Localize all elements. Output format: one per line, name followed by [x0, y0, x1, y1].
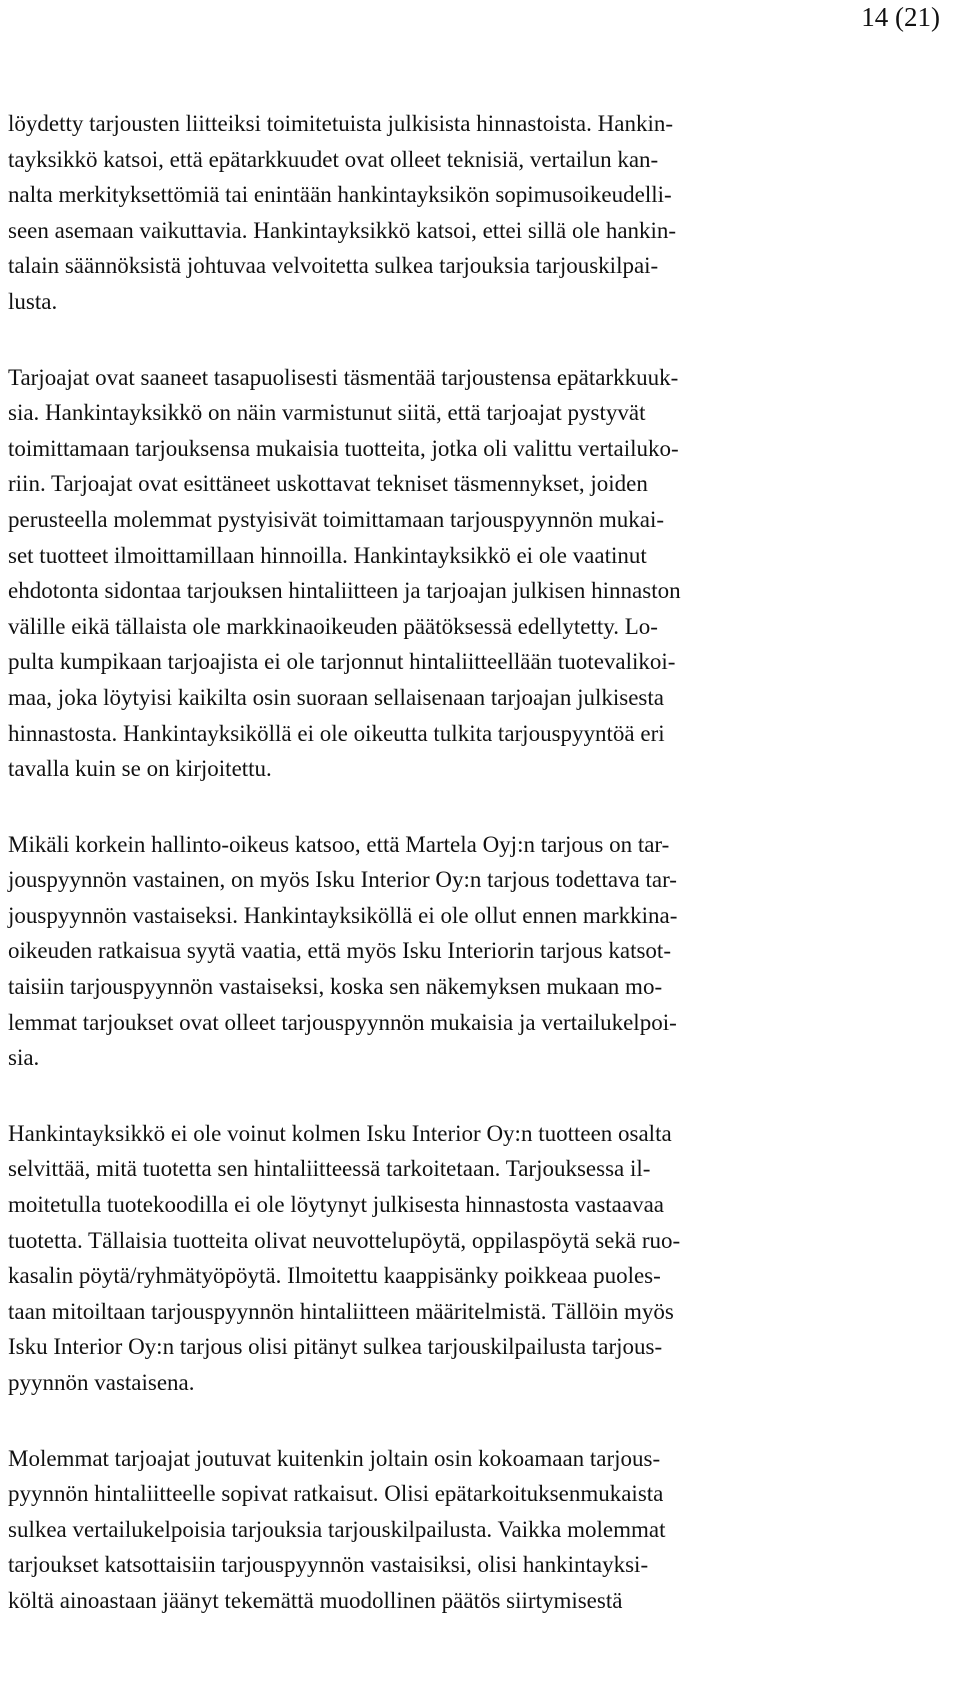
text-line: költä ainoastaan jäänyt tekemättä muodollinen päätös siirtymisestä — [8, 1587, 623, 1613]
paragraph-2 — [8, 360, 928, 787]
text-line: riin. Tarjoajat ovat esittäneet uskottavat tekniset täsmennykset, joiden — [8, 471, 648, 497]
paragraph-5 — [8, 1441, 928, 1619]
text-line: set tuotteet ilmoittamillaan hinnoilla. Hankintayksikkö ei ole vaatinut — [8, 542, 647, 568]
text-line: tuotetta. Tällaisia tuotteita olivat neuvottelupöytä, oppilaspöytä sekä ruo- — [8, 1227, 681, 1253]
text-line: pulta kumpikaan tarjoajista ei ole tarjonnut hintaliitteellään tuotevalikoi- — [8, 649, 676, 675]
text-line: lemmat tarjoukset ovat olleet tarjouspyynnön mukaisia ja vertailukelpoi- — [8, 1009, 677, 1035]
text-line: sia. Hankintayksikkö on näin varmistunut siitä, että tarjoajat pystyvät — [8, 400, 646, 426]
text-line: taan mitoiltaan tarjouspyynnön hintaliitteen määritelmistä. Tällöin myös — [8, 1298, 674, 1324]
page-number: 14 (21) — [861, 2, 940, 32]
text-line: välille eikä tällaista ole markkinaoikeuden päätöksessä edellytetty. Lo- — [8, 613, 658, 639]
text-line: perusteella molemmat pystyisivät toimittamaan tarjouspyynnön mukai- — [8, 506, 665, 532]
paragraph-3 — [8, 827, 928, 1076]
text-line: seen asemaan vaikuttavia. Hankintayksikkö katsoi, ettei sillä ole hankin- — [8, 217, 677, 243]
text-line: oikeuden ratkaisua syytä vaatia, että myös Isku Interiorin tarjous katsot- — [8, 938, 671, 964]
text-line: taisiin tarjouspyynnön vastaiseksi, koska sen näkemyksen mukaan mo- — [8, 974, 663, 1000]
text-line: talain säännöksistä johtuvaa velvoitetta sulkea tarjouksia tarjouskilpai- — [8, 253, 659, 279]
text-line: löydetty tarjousten liitteiksi toimitetuista julkisista hinnastoista. Hankin- — [8, 111, 674, 136]
text-line: tavalla kuin se on kirjoitettu. — [8, 756, 272, 782]
text-line: Isku Interior Oy:n tarjous olisi pitänyt sulkea tarjouskilpailusta tarjous- — [8, 1334, 663, 1360]
text-line: selvittää, mitä tuotetta sen hintaliitteessä tarkoitetaan. Tarjouksessa il- — [8, 1156, 651, 1182]
text-line: tayksikkö katsoi, että epätarkkuudet ovat olleet teknisiä, vertailun kan- — [8, 146, 659, 172]
text-line: ehdotonta sidontaa tarjouksen hintaliitteen ja tarjoajan julkisen hinnaston — [8, 578, 681, 604]
text-line: moitetulla tuotekoodilla ei ole löytynyt julkisesta hinnastosta vastaavaa — [8, 1192, 664, 1218]
text-line: sia. — [8, 1045, 40, 1071]
text-line: sulkea vertailukelpoisia tarjouksia tarjouskilpailusta. Vaikka molemmat — [8, 1516, 666, 1542]
text-line: pyynnön vastaisena. — [8, 1370, 195, 1395]
text-line: jouspyynnön vastainen, on myös Isku Interior Oy:n tarjous todettava tar- — [8, 867, 677, 893]
paragraph-1 — [8, 106, 928, 320]
text-line: Mikäli korkein hallinto-oikeus katsoo, että Martela Oyj:n tarjous on tar- — [8, 831, 670, 857]
text-line: toimittamaan tarjouksensa mukaisia tuotteita, jotka oli valittu vertailuko- — [8, 435, 679, 461]
document-body — [8, 106, 928, 1659]
text-line: nalta merkityksettömiä tai enintään hankintayksikön sopimusoikeudelli- — [8, 182, 672, 208]
text-line: Hankintayksikkö ei ole voinut kolmen Isku Interior Oy:n tuotteen osalta — [8, 1120, 672, 1146]
text-line: pyynnön hintaliitteelle sopivat ratkaisut. Olisi epätarkoituksenmukaista — [8, 1481, 664, 1507]
paragraph-list — [8, 106, 928, 1619]
text-line: Molemmat tarjoajat joutuvat kuitenkin joltain osin kokoamaan tarjous- — [8, 1445, 661, 1471]
text-line: jouspyynnön vastaiseksi. Hankintayksiköllä ei ole ollut ennen markkina- — [8, 902, 678, 928]
paragraph-4 — [8, 1116, 928, 1401]
text-line: maa, joka löytyisi kaikilta osin suoraan sellaisenaan tarjoajan julkisesta — [8, 684, 664, 710]
text-line: Tarjoajat ovat saaneet tasapuolisesti täsmentää tarjoustensa epätarkkuuk- — [8, 364, 679, 390]
text-line: kasalin pöytä/ryhmätyöpöytä. Ilmoitettu kaappisänky poikkeaa puoles- — [8, 1263, 661, 1289]
text-line: hinnastosta. Hankintayksiköllä ei ole oikeutta tulkita tarjouspyyntöä eri — [8, 720, 665, 746]
text-line: lusta. — [8, 288, 58, 314]
text-line: tarjoukset katsottaisiin tarjouspyynnön vastaisiksi, olisi hankintayksi- — [8, 1552, 649, 1578]
